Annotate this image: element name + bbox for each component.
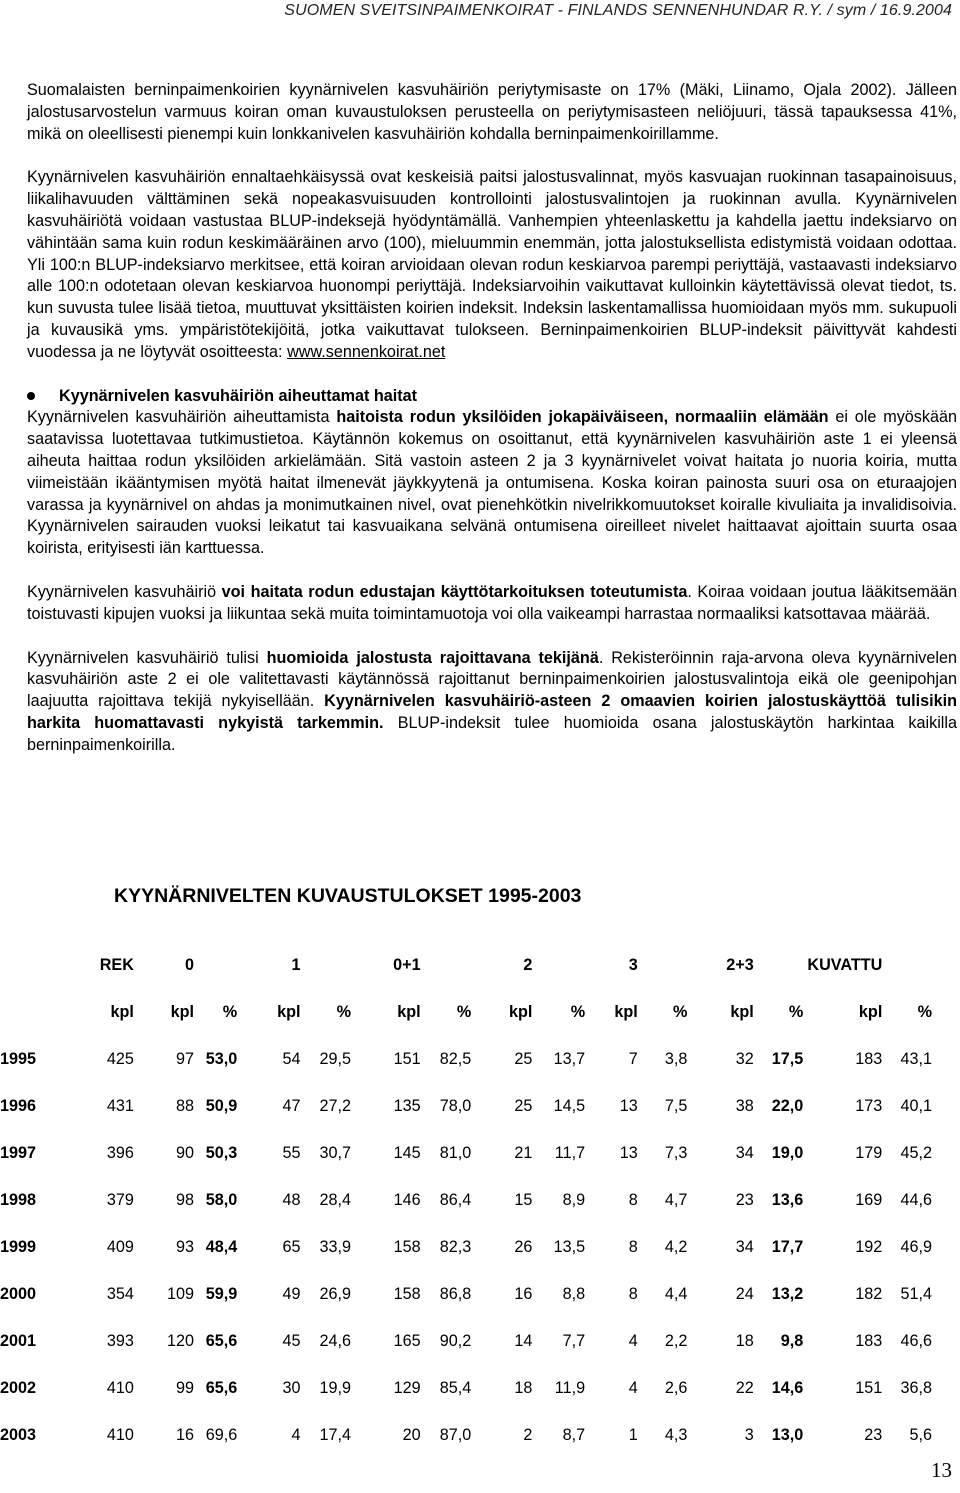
table-cell: 13,7 (553, 1050, 586, 1068)
paragraph-heritability: Suomalaisten berninpaimenkoirien kyynärnivelen kasvuhäiriön periytymisaste on 17% (Mäki, Liinamo, Ojala 2002). Jälleen jalostusarvostelun varmuus koiran oman kuvaustuloksen perusteella on periytymisasteen neliöjuuri, tässä tapauksessa 41%, mikä on oleellisesti pienempi kuin lonkkanivelen kasvuhäiriön kohdalla berninpaimenkoirillamme. (27, 81, 957, 143)
table-cell: 14,6 (771, 1379, 804, 1397)
table-cell: 7 (628, 1050, 638, 1068)
table-header-cell (754, 942, 804, 989)
table-cell: 158 (393, 1285, 421, 1303)
table-cell: 13,5 (553, 1238, 586, 1256)
table-header-cell: % (456, 1003, 472, 1021)
table-row (0, 1412, 932, 1459)
table-cell: 45,2 (900, 1144, 932, 1162)
table-cell: 396 (106, 1144, 134, 1162)
table-cell: 21 (514, 1144, 533, 1162)
table-cell: 40,1 (900, 1097, 932, 1115)
table-cell: 2 (523, 1426, 533, 1444)
table-cell: 13 (619, 1097, 638, 1115)
table-cell: 34 (735, 1238, 754, 1256)
table-cell: 49 (282, 1285, 301, 1303)
table-row (0, 1224, 932, 1271)
table-header-cell (0, 989, 51, 1036)
results-table (0, 942, 932, 1459)
document-body (27, 80, 957, 757)
table-row (0, 1130, 932, 1177)
table-cell: 65,6 (205, 1332, 238, 1350)
table-header-cell: % (570, 1003, 586, 1021)
table-year-cell: 1999 (0, 1238, 37, 1256)
table-header-cell: kpl (277, 1003, 301, 1021)
table-cell: 7,7 (562, 1332, 586, 1350)
section-heading (27, 386, 957, 408)
table-cell: 58,0 (205, 1191, 238, 1209)
paragraph-breeding-c: . Rekisteröinnin raja-arvona oleva kyynärnivelen kasvuhäiriön aste 2 ei ole valitettavasti käytännössä rajoittanut berninpaimenkoirien jalostusvalintoja eikä ole geenipohjan laajuutta rajoittava tekijä nykyisellään. (27, 648, 957, 711)
table-cell: 18 (514, 1379, 533, 1397)
table-cell: 19,9 (319, 1379, 352, 1397)
table-cell: 90 (175, 1144, 194, 1162)
table-cell: 182 (855, 1285, 883, 1303)
table-cell: 51,4 (900, 1285, 932, 1303)
table-cell: 45 (282, 1332, 301, 1350)
table-cell: 183 (855, 1332, 883, 1350)
table-cell: 151 (855, 1379, 883, 1397)
table-year-cell: 2000 (0, 1285, 37, 1303)
table-row (0, 1271, 932, 1318)
table-cell: 81,0 (439, 1144, 472, 1162)
table-cell: 19,0 (771, 1144, 804, 1162)
table-cell: 145 (393, 1144, 421, 1162)
table-title: KYYNÄRNIVELTEN KUVAUSTULOKSET 1995-2003 (114, 885, 582, 907)
table-cell: 13,6 (771, 1191, 804, 1209)
table-header-cell (421, 942, 472, 989)
table-cell: 129 (393, 1379, 421, 1397)
table-cell: 354 (106, 1285, 134, 1303)
table-cell: 3,8 (664, 1050, 688, 1068)
table-header-cell: % (917, 1003, 932, 1021)
table-cell: 47 (282, 1097, 301, 1115)
table-header-cell: % (336, 1003, 352, 1021)
table-cell: 9,8 (780, 1332, 804, 1350)
table-cell: 26 (514, 1238, 533, 1256)
table-cell: 87,0 (439, 1426, 472, 1444)
table-cell: 4,7 (664, 1191, 688, 1209)
table-cell: 93 (175, 1238, 194, 1256)
table-row (0, 1177, 932, 1224)
table-year-cell: 1997 (0, 1144, 37, 1162)
table-cell: 4,4 (664, 1285, 688, 1303)
table-cell: 98 (175, 1191, 194, 1209)
table-cell: 82,3 (439, 1238, 472, 1256)
table-header-row (0, 942, 932, 989)
table-header-cell: 3 (628, 956, 638, 974)
table-cell: 179 (855, 1144, 883, 1162)
table-cell: 14 (514, 1332, 533, 1350)
table-cell: 88 (175, 1097, 194, 1115)
table-cell: 5,6 (909, 1426, 932, 1444)
table-cell: 2,2 (664, 1332, 688, 1350)
paragraph-breeding-bold1: huomioida jalostusta rajoittavana tekijänä (266, 648, 599, 667)
table-cell: 1 (628, 1426, 638, 1444)
table-cell: 22,0 (771, 1097, 804, 1115)
table-cell: 4 (291, 1426, 301, 1444)
table-cell: 90,2 (439, 1332, 472, 1350)
table-cell: 8 (628, 1285, 638, 1303)
table-header-cell: kpl (614, 1003, 638, 1021)
paragraph-harms-bold: haitoista rodun yksilöiden jokapäiväiseen, normaaliin elämään (336, 408, 829, 427)
table-cell: 17,7 (771, 1238, 804, 1256)
table-header-cell (300, 942, 351, 989)
table-cell: 46,6 (900, 1332, 932, 1350)
table-header-cell: 1 (291, 956, 301, 974)
table-cell: 30 (282, 1379, 301, 1397)
table-cell: 86,8 (439, 1285, 472, 1303)
table-cell: 82,5 (439, 1050, 472, 1068)
table-cell: 65,6 (205, 1379, 238, 1397)
paragraph-breeding-bold2: Kyynärnivelen kasvuhäiriö-asteen 2 omaavien koirien jalostuskäyttöä tulisikin harkita huomattavasti nykyistä tarkemmin. (27, 692, 957, 732)
table-header-cell: 2 (523, 956, 533, 974)
table-cell: 27,2 (319, 1097, 352, 1115)
table-cell: 59,9 (205, 1285, 238, 1303)
table-cell: 4,2 (664, 1238, 688, 1256)
table-header-cell: kpl (397, 1003, 421, 1021)
table-row (0, 1365, 932, 1412)
table-cell: 13 (619, 1144, 638, 1162)
table-cell: 7,3 (664, 1144, 688, 1162)
table-cell: 34 (735, 1144, 754, 1162)
table-cell: 151 (393, 1050, 421, 1068)
table-cell: 48 (282, 1191, 301, 1209)
paragraph-usage-a: Kyynärnivelen kasvuhäiriö (27, 582, 222, 601)
table-cell: 13,0 (771, 1426, 804, 1444)
table-cell: 120 (166, 1332, 194, 1350)
table-cell: 158 (393, 1238, 421, 1256)
sennenkoirat-link[interactable]: www.sennenkoirat.net (287, 342, 446, 361)
table-cell: 26,9 (319, 1285, 352, 1303)
table-cell: 55 (282, 1144, 301, 1162)
table-header-cell: 0+1 (393, 956, 421, 974)
table-row (0, 1036, 932, 1083)
table-cell: 25 (514, 1097, 533, 1115)
table-year-cell: 1998 (0, 1191, 37, 1209)
paragraph-harms-a: Kyynärnivelen kasvuhäiriön aiheuttamista (27, 408, 337, 427)
table-cell: 86,4 (439, 1191, 472, 1209)
table-header-cell: kpl (110, 1003, 134, 1021)
table-header-cell: 0 (184, 956, 194, 974)
table-cell: 183 (855, 1050, 883, 1068)
table-cell: 135 (393, 1097, 421, 1115)
paragraph-breeding (27, 648, 957, 757)
table-header-cell: % (788, 1003, 804, 1021)
table-cell: 48,4 (205, 1238, 238, 1256)
table-cell: 25 (514, 1050, 533, 1068)
table-cell: 409 (106, 1238, 134, 1256)
table-cell: 22 (735, 1379, 754, 1397)
page-header: SUOMEN SVEITSINPAIMENKOIRAT - FINLANDS SENNENHUNDAR R.Y. / sym / 16.9.2004 (284, 2, 952, 19)
table-header-cell (882, 942, 932, 989)
table-cell: 30,7 (319, 1144, 352, 1162)
page-number: 13 (931, 1458, 952, 1482)
paragraph-breeding-e: BLUP-indeksit tulee huomioida osana jalostuskäytön harkintaa kaikilla berninpaimenkoirilla. (27, 713, 957, 754)
table-cell: 146 (393, 1191, 421, 1209)
paragraph-usage-c: . Koiraa voidaan joutua lääkitsemään toistuvasti kipujen vuoksi ja liikuntaa sekä muita toimintamuotoja voi olla vaikeampi harrastaa normaaliksi katsottavaa määrää. (27, 582, 957, 623)
table-cell: 13,2 (771, 1285, 804, 1303)
paragraph-prevention-text: Kyynärnivelen kasvuhäiriön ennaltaehkäisyssä ovat keskeisiä paitsi jalostusvalinnat, myös kasvuajan ruokinnan tasapainoisuus, liikalihavuuden välttäminen sekä nopeakasvuisuuden kontrollointi jalostusvalintojen ja ruokinnan avulla. Kyynärnivelen kasvuhäiriötä voidaan vastustaa BLUP-indeksejä hyödyntämällä. Vanhempien yhteenlaskettu ja kahdella jaettu indeksiarvo on vähintään sama kuin rodun keskimääräinen arvo (100), mieluummin enemmän, jotta jalostuksellista edistymistä voidaan odottaa. Yli 100:n BLUP-indeksiarvo merkitsee, että koiran arvioidaan olevan rodun keskiarvoa parempi periyttäjä, vastaavasti indeksiarvo alle 100:n odotetaan olevan keskiarvoa huonompi periyttäjä. Indeksiarvoihin vaikuttavat kulloinkin käytettävissä olevat tiedot, ts. kun suvusta tulee lisää tietoa, muuttuvat yksittäisten koirien indeksit. Indeksin laskentamallissa huomioidaan myös mm. sukupuoli ja kuvausikä yms. ympäristötekijöitä, jotka vaikuttavat tulokseen. Berninpaimenkoirien BLUP-indeksit päivittyvät kahdesti vuodessa ja ne löytyvät osoitteesta: (27, 168, 957, 361)
table-year-cell: 2003 (0, 1426, 37, 1444)
table-cell: 24,6 (319, 1332, 352, 1350)
table-header-cell (532, 942, 585, 989)
table-header-cell (194, 942, 237, 989)
table-cell: 431 (106, 1097, 134, 1115)
table-row (0, 1318, 932, 1365)
table-header-cell: % (222, 1003, 238, 1021)
table-cell: 17,4 (319, 1426, 352, 1444)
table-cell: 8,8 (562, 1285, 586, 1303)
table-header-cell: kpl (858, 1003, 883, 1021)
table-header-cell: KUVATTU (807, 956, 883, 974)
table-cell: 97 (175, 1050, 194, 1068)
table-cell: 410 (106, 1426, 134, 1444)
table-cell: 8,7 (562, 1426, 586, 1444)
table-cell: 99 (175, 1379, 194, 1397)
table-cell: 36,8 (900, 1379, 932, 1397)
table-cell: 46,9 (900, 1238, 932, 1256)
table-cell: 410 (106, 1379, 134, 1397)
table-cell: 2,6 (664, 1379, 688, 1397)
table-cell: 23 (864, 1426, 883, 1444)
table-cell: 20 (402, 1426, 421, 1444)
table-cell: 24 (735, 1285, 754, 1303)
table-cell: 165 (393, 1332, 421, 1350)
table-cell: 78,0 (439, 1097, 472, 1115)
table-header-cell: kpl (170, 1003, 194, 1021)
table-cell: 29,5 (319, 1050, 352, 1068)
table-cell: 11,9 (554, 1379, 586, 1397)
table-header-cell: 2+3 (726, 956, 754, 974)
section-heading-text: Kyynärnivelen kasvuhäiriön aiheuttamat haitat (59, 386, 418, 405)
table-header-cell (0, 942, 51, 989)
table-cell: 43,1 (900, 1050, 932, 1068)
table-cell: 3 (744, 1426, 754, 1444)
table-cell: 4 (628, 1379, 638, 1397)
table-cell: 379 (106, 1191, 134, 1209)
table-cell: 4,3 (664, 1426, 688, 1444)
table-cell: 7,5 (664, 1097, 688, 1115)
table-year-cell: 1995 (0, 1050, 37, 1068)
table-cell: 173 (855, 1097, 883, 1115)
table-header-cell: kpl (509, 1003, 533, 1021)
table-cell: 192 (855, 1238, 883, 1256)
table-cell: 16 (175, 1426, 194, 1444)
table-cell: 15 (514, 1191, 533, 1209)
table-header-cell: % (672, 1003, 688, 1021)
table-header-cell: REK (99, 956, 134, 974)
table-cell: 17,5 (771, 1050, 804, 1068)
table-cell: 38 (735, 1097, 754, 1115)
table-cell: 53,0 (205, 1050, 238, 1068)
table-cell: 109 (166, 1285, 194, 1303)
table-cell: 44,6 (900, 1191, 932, 1209)
paragraph-harms-c: ei ole myöskään saatavissa luotettavaa tutkimustietoa. Käytännön kokemus on osoittanut, että kyynärnivelen kasvuhäiriön aste 1 ei yleensä aiheuta haittaa rodun yksilöiden arkielämään. Sitä vastoin asteen 2 ja 3 kyynärnivelet voivat haitata jo nuoria koiria, mutta viimeistään ikääntymisen myötä haitat ilmenevät jäykkyytenä ja ontumisena. Koska koiran painosta suuri osa on eturaajojen varassa ja kyynärnivel on ahdas ja monimutkainen nivel, ovat pienehkötkin nivelrikkomuutokset koiralle kivuliaita ja invalidisoivia. Kyynärnivelen sairauden vuoksi leikatut tai kasvuaikana selvänä ontumisena oireilleet nivelet haittaavat ajoittain suurta osaa koirista, erityisesti iän karttuessa. (27, 408, 957, 558)
table-cell: 393 (106, 1332, 134, 1350)
table-row (0, 1083, 932, 1130)
paragraph-prevention (27, 167, 957, 363)
table-cell: 11,7 (554, 1144, 586, 1162)
table-cell: 18 (735, 1332, 754, 1350)
table-cell: 50,9 (205, 1097, 238, 1115)
paragraph-usage (27, 582, 957, 626)
table-header-cell (638, 942, 688, 989)
table-cell: 33,9 (319, 1238, 352, 1256)
table-year-cell: 2001 (0, 1332, 37, 1350)
paragraph-breeding-a: Kyynärnivelen kasvuhäiriö tulisi (27, 648, 267, 667)
table-year-cell: 1996 (0, 1097, 37, 1115)
table-year-cell: 2002 (0, 1379, 37, 1397)
table-cell: 4 (628, 1332, 638, 1350)
paragraph-usage-bold: voi haitata rodun edustajan käyttötarkoituksen toteutumista (221, 582, 688, 601)
table-cell: 69,6 (205, 1426, 238, 1444)
bullet-icon (27, 392, 35, 400)
table-cell: 8 (628, 1238, 638, 1256)
table-cell: 65 (282, 1238, 301, 1256)
table-header-cell: kpl (730, 1003, 754, 1021)
table-subheader-row (0, 989, 932, 1036)
table-cell: 32 (735, 1050, 754, 1068)
table-cell: 50,3 (205, 1144, 238, 1162)
table-cell: 28,4 (319, 1191, 352, 1209)
table-cell: 54 (282, 1050, 301, 1068)
table-cell: 23 (735, 1191, 754, 1209)
table-cell: 8 (628, 1191, 638, 1209)
table-cell: 8,9 (562, 1191, 586, 1209)
table-cell: 169 (855, 1191, 883, 1209)
table-cell: 425 (106, 1050, 134, 1068)
table-cell: 14,5 (553, 1097, 586, 1115)
table-cell: 85,4 (439, 1379, 472, 1397)
paragraph-harms (27, 407, 957, 560)
table-cell: 16 (514, 1285, 533, 1303)
